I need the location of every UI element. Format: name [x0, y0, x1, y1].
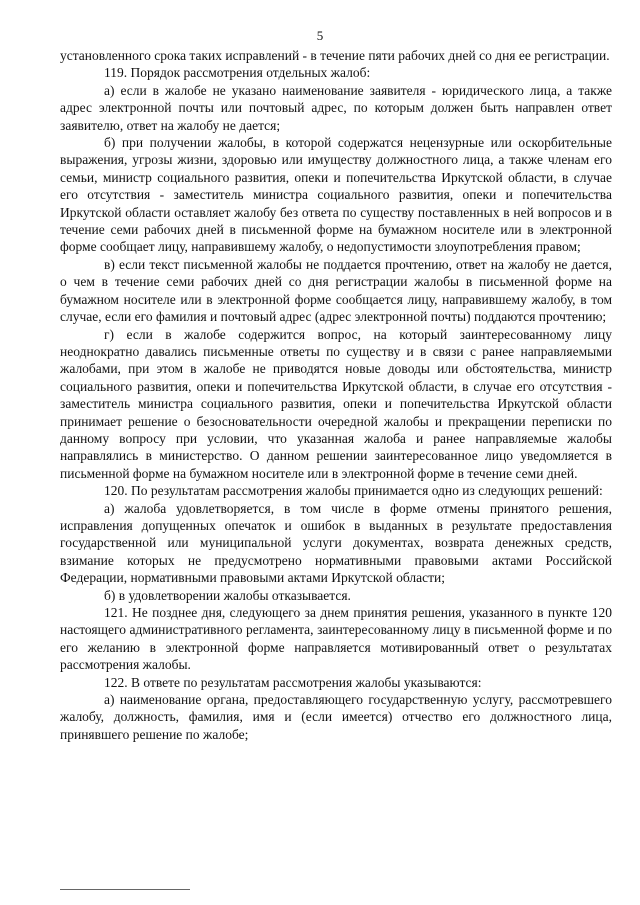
paragraph-120-b: б) в удовлетворении жалобы отказывается.	[104, 587, 351, 603]
paragraph-120-a: а) жалоба удовлетворяется, в том числе в форме отмены принятого решения, исправления допущенных опечаток и ошибок в выданных в результате предоставления государственной или муниципальной услуги документах, возврата денежных средств, взимание которых не предусмотрено нормативными правовыми актами Российской Федерации, нормативными правовыми актами Иркутской области;	[60, 500, 612, 586]
paragraph-120-heading: 120. По результатам рассмотрения жалобы принимается одно из следующих решений:	[104, 483, 603, 499]
page-number: 5	[316, 28, 324, 43]
document-body	[60, 47, 612, 743]
paragraph-122-a: а) наименование органа, предоставляющего государственную услугу, рассмотревшего жалобу, должность, фамилия, имя и (если имеется) отчество его должностного лица, принявшего решение по жалобе;	[60, 692, 612, 742]
footer-divider	[60, 889, 190, 890]
paragraph-119-heading: 119. Порядок рассмотрения отдельных жалоб:	[104, 65, 371, 81]
paragraph-121: 121. Не позднее дня, следующего за днем принятия решения, указанного в пункте 120 настоящего административного регламента, заинтересованному лицу в письменной форме и по его желанию в электронной форме направляется мотивированный ответ о результатах рассмотрения жалобы.	[60, 605, 612, 673]
paragraph-119-g: г) если в жалобе содержится вопрос, на который заинтересованному лицу неоднократно давались письменные ответы по существу и в связи с ранее направляемыми жалобами, при этом в жалобе не приводятся новые доводы или обстоятельства, министр социального развития, опеки и попечительства Иркутской области, в случае его отсутствия - заместитель министра социального развития, опеки и попечительства Иркутской области принимает решение о безосновательности очередной жалобы и прекращении переписки по данному вопросу при условии, что указанная жалоба и ранее направляемые жалобы направлялись в министерство. О данном решении заинтересованное лицо уведомляется в письменной форме на бумажном носителе или в электронной форме в течение семи дней.	[60, 326, 612, 481]
paragraph-119-v: в) если текст письменной жалобы не поддается прочтению, ответ на жалобу не дается, о чем в течение семи рабочих дней со дня регистрации жалобы в письменной форме на бумажном носителе или в электронной форме сообщается лицу, направившему жалобу, в том случае, если его фамилия и почтовый адрес (адрес электронной почты) поддаются прочтению;	[60, 256, 612, 325]
paragraph-122-heading: 122. В ответе по результатам рассмотрения жалобы указываются:	[104, 674, 482, 690]
paragraph-119-a: а) если в жалобе не указано наименование заявителя - юридического лица, а также адрес электронной почты или почтовый адрес, по которым должен быть направлен ответ заявителю, ответ на жалобу не дается;	[60, 82, 612, 133]
paragraph-continuation: установленного срока таких исправлений - в течение пяти рабочих дней со дня ее регистрации.	[60, 48, 610, 63]
paragraph-119-b: б) при получении жалобы, в которой содержатся нецензурные или оскорбительные выражения, угрозы жизни, здоровью или имуществу должностного лица, а также членам его семьи, министр социального развития, опеки и попечительства Иркутской области, в случае его отсутствия - заместитель министра социального развития, опеки и попечительства Иркутской области оставляет жалобу без ответа по существу поставленных в ней вопросов и в течение семи рабочих дней в письменной форме на бумажном носителе или в электронной форме сообщает лицу, направившему жалобу, о недопустимости злоупотребления правом;	[60, 135, 612, 255]
